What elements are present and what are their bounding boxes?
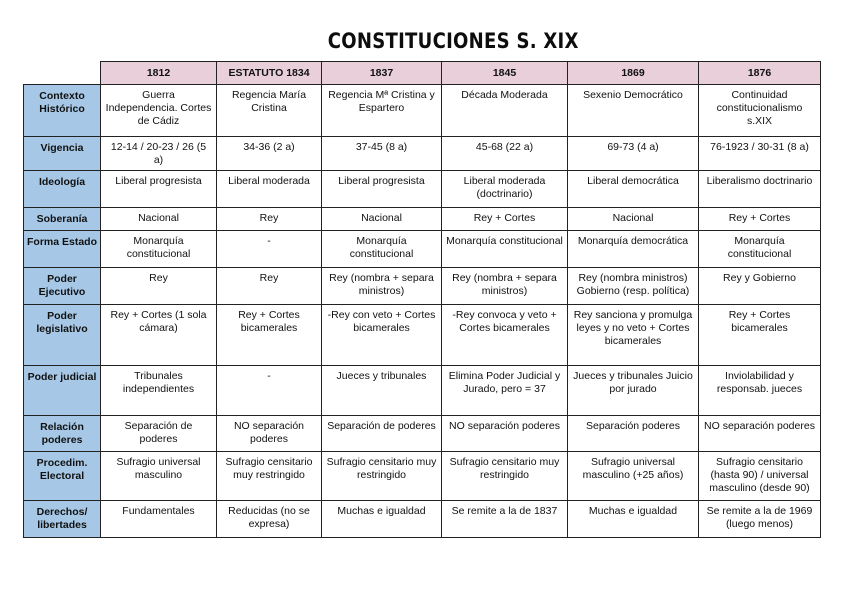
cell-1837: Monarquía constitucional: [322, 231, 442, 268]
column-header-estatuto-1834: ESTATUTO 1834: [217, 62, 322, 85]
cell-1845: Liberal moderada (doctrinario): [442, 171, 568, 208]
row-label: Procedim. Electoral: [24, 452, 101, 501]
cell-1876: Sufragio censitario (hasta 90) / universal masculino (desde 90): [699, 452, 821, 501]
column-header-1837: 1837: [322, 62, 442, 85]
cell-1869: Sexenio Democrático: [568, 85, 699, 137]
row-label: Vigencia: [24, 137, 101, 171]
cell-1869: Monarquía democrática: [568, 231, 699, 268]
cell-1845: Rey + Cortes: [442, 208, 568, 231]
row-label: Soberanía: [24, 208, 101, 231]
cell-1845: 45-68 (22 a): [442, 137, 568, 171]
column-header-1869: 1869: [568, 62, 699, 85]
column-header-1845: 1845: [442, 62, 568, 85]
row-label: Poder Ejecutivo: [24, 268, 101, 305]
row-label: Poder judicial: [24, 366, 101, 416]
row-label: Forma Estado: [24, 231, 101, 268]
column-header-1876: 1876: [699, 62, 821, 85]
cell-1812: Liberal progresista: [101, 171, 217, 208]
row-poder-legislativo: [24, 305, 821, 366]
corner-cell: [24, 62, 101, 85]
cell-1812: Sufragio universal masculino: [101, 452, 217, 501]
cell-1812: Tribunales independientes: [101, 366, 217, 416]
cell-1845: NO separación poderes: [442, 416, 568, 452]
cell-1869: 69-73 (4 a): [568, 137, 699, 171]
row-ideologia: [24, 171, 821, 208]
cell-1837: 37-45 (8 a): [322, 137, 442, 171]
cell-1876: Rey + Cortes bicamerales: [699, 305, 821, 366]
column-header-1812: 1812: [101, 62, 217, 85]
cell-1869: Rey sanciona y promulga leyes y no veto + Cortes bicamerales: [568, 305, 699, 366]
row-poder-ejecutivo: [24, 268, 821, 305]
cell-1812: Rey + Cortes (1 sola cámara): [101, 305, 217, 366]
cell-1869: Sufragio universal masculino (+25 años): [568, 452, 699, 501]
cell-1845: Década Moderada: [442, 85, 568, 137]
cell-1845: Elimina Poder Judicial y Jurado, pero = 37: [442, 366, 568, 416]
cell-1845: Monarquía constitucional: [442, 231, 568, 268]
cell-estatuto-1834: Regencia María Cristina: [217, 85, 322, 137]
cell-estatuto-1834: 34-36 (2 a): [217, 137, 322, 171]
row-derechos-libertades: [24, 501, 821, 538]
cell-1869: Jueces y tribunales Juicio por jurado: [568, 366, 699, 416]
cell-estatuto-1834: Liberal moderada: [217, 171, 322, 208]
cell-1869: Rey (nombra ministros) Gobierno (resp. política): [568, 268, 699, 305]
cell-1837: -Rey con veto + Cortes bicamerales: [322, 305, 442, 366]
cell-1876: Liberalismo doctrinario: [699, 171, 821, 208]
cell-1845: Rey (nombra + separa ministros): [442, 268, 568, 305]
cell-1837: Muchas e igualdad: [322, 501, 442, 538]
cell-1869: Liberal democrática: [568, 171, 699, 208]
row-forma-estado: [24, 231, 821, 268]
cell-1812: Guerra Independencia. Cortes de Cádiz: [101, 85, 217, 137]
cell-estatuto-1834: Rey: [217, 268, 322, 305]
cell-1876: NO separación poderes: [699, 416, 821, 452]
cell-1869: Separación poderes: [568, 416, 699, 452]
row-label: Relación poderes: [24, 416, 101, 452]
row-vigencia: [24, 137, 821, 171]
cell-1876: Se remite a la de 1969 (luego menos): [699, 501, 821, 538]
cell-1876: Rey + Cortes: [699, 208, 821, 231]
cell-1869: Muchas e igualdad: [568, 501, 699, 538]
cell-1812: Separación de poderes: [101, 416, 217, 452]
cell-1837: Nacional: [322, 208, 442, 231]
row-contexto-historico: [24, 85, 821, 137]
cell-1812: 12-14 / 20-23 / 26 (5 a): [101, 137, 217, 171]
row-relacion-poderes: [24, 416, 821, 452]
cell-1876: Continuidad constitucionalismo s.XIX: [699, 85, 821, 137]
cell-1812: Fundamentales: [101, 501, 217, 538]
cell-estatuto-1834: Sufragio censitario muy restringido: [217, 452, 322, 501]
cell-1845: Se remite a la de 1837: [442, 501, 568, 538]
cell-1845: -Rey convoca y veto + Cortes bicamerales: [442, 305, 568, 366]
cell-1837: Sufragio censitario muy restringido: [322, 452, 442, 501]
cell-1876: 76-1923 / 30-31 (8 a): [699, 137, 821, 171]
cell-estatuto-1834: Reducidas (no se expresa): [217, 501, 322, 538]
row-procedimiento-electoral: [24, 452, 821, 501]
cell-1837: Separación de poderes: [322, 416, 442, 452]
cell-1845: Sufragio censitario muy restringido: [442, 452, 568, 501]
cell-estatuto-1834: -: [217, 231, 322, 268]
cell-1876: Rey y Gobierno: [699, 268, 821, 305]
cell-1812: Rey: [101, 268, 217, 305]
row-label: Contexto Histórico: [24, 85, 101, 137]
row-poder-judicial: [24, 366, 821, 416]
header-row: [24, 62, 821, 85]
page-title: CONSTITUCIONES S. XIX: [327, 29, 579, 53]
row-label: Poder legislativo: [24, 305, 101, 366]
cell-1876: Monarquía constitucional: [699, 231, 821, 268]
row-label: Ideología: [24, 171, 101, 208]
cell-1837: Jueces y tribunales: [322, 366, 442, 416]
cell-1869: Nacional: [568, 208, 699, 231]
cell-1812: Monarquía constitucional: [101, 231, 217, 268]
cell-estatuto-1834: Rey + Cortes bicamerales: [217, 305, 322, 366]
cell-estatuto-1834: NO separación poderes: [217, 416, 322, 452]
cell-1837: Regencia Mª Cristina y Espartero: [322, 85, 442, 137]
cell-estatuto-1834: Rey: [217, 208, 322, 231]
row-soberania: [24, 208, 821, 231]
cell-estatuto-1834: -: [217, 366, 322, 416]
cell-1837: Rey (nombra + separa ministros): [322, 268, 442, 305]
row-label: Derechos/ libertades: [24, 501, 101, 538]
cell-1812: Nacional: [101, 208, 217, 231]
constitutions-table: [23, 61, 821, 538]
cell-1837: Liberal progresista: [322, 171, 442, 208]
cell-1876: Inviolabilidad y responsab. jueces: [699, 366, 821, 416]
